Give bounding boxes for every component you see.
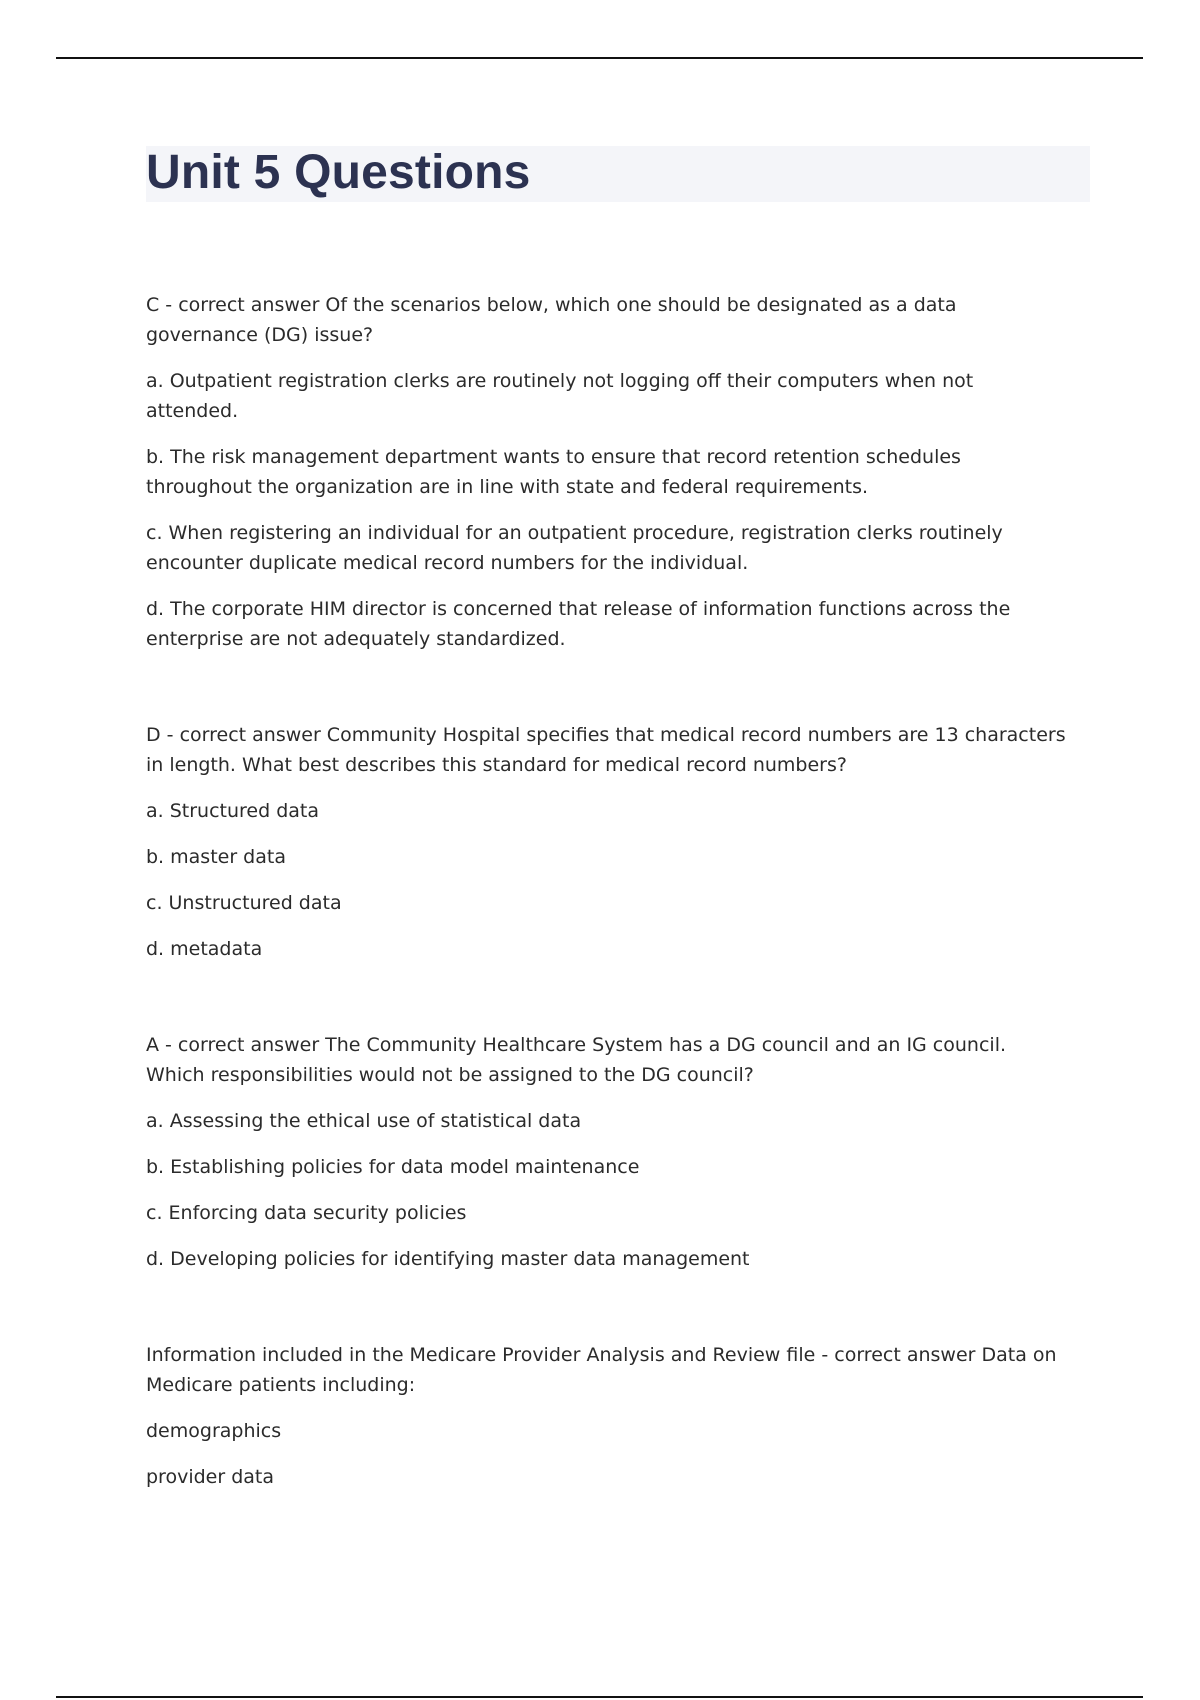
answer-option: b. master data <box>146 846 286 868</box>
answer-option: provider data <box>146 1466 274 1488</box>
answer-option: c. When registering an individual for an outpatient procedure, registration clerks routinely encounter duplicate medical record numbers for the individual. <box>146 522 1003 574</box>
answer-option: demographics <box>146 1420 282 1442</box>
page-title: Unit 5 Questions <box>146 146 531 199</box>
question-prompt: A - correct answer The Community Healthcare System has a DG council and an IG council. Which responsibilities would not be assigned to the DG council? <box>146 1034 1007 1086</box>
answer-option: b. The risk management department wants to ensure that record retention schedules throughout the organization are in line with state and federal requirements. <box>146 446 961 498</box>
answer-option: c. Enforcing data security policies <box>146 1202 467 1224</box>
footer-rule <box>56 1696 1143 1698</box>
question-prompt: Information included in the Medicare Provider Analysis and Review file - correct answer Data on Medicare patients including: <box>146 1344 1057 1396</box>
answer-option: a. Assessing the ethical use of statistical data <box>146 1110 582 1132</box>
question-block <box>146 290 1070 654</box>
question-block <box>146 1340 1070 1492</box>
header-rule <box>56 57 1143 59</box>
document-body <box>146 290 1070 1558</box>
answer-option: d. Developing policies for identifying master data management <box>146 1248 750 1270</box>
question-prompt: C - correct answer Of the scenarios below, which one should be designated as a data governance (DG) issue? <box>146 294 957 346</box>
question-block <box>146 720 1070 964</box>
question-block <box>146 1030 1070 1274</box>
answer-option: d. metadata <box>146 938 263 960</box>
answer-option: c. Unstructured data <box>146 892 342 914</box>
answer-option: d. The corporate HIM director is concerned that release of information functions across the enterprise are not adequately standardized. <box>146 598 1011 650</box>
answer-option: a. Structured data <box>146 800 320 822</box>
answer-option: b. Establishing policies for data model maintenance <box>146 1156 640 1178</box>
question-prompt: D - correct answer Community Hospital specifies that medical record numbers are 13 characters in length. What best describes this standard for medical record numbers? <box>146 724 1066 776</box>
answer-option: a. Outpatient registration clerks are routinely not logging off their computers when not attended. <box>146 370 974 422</box>
